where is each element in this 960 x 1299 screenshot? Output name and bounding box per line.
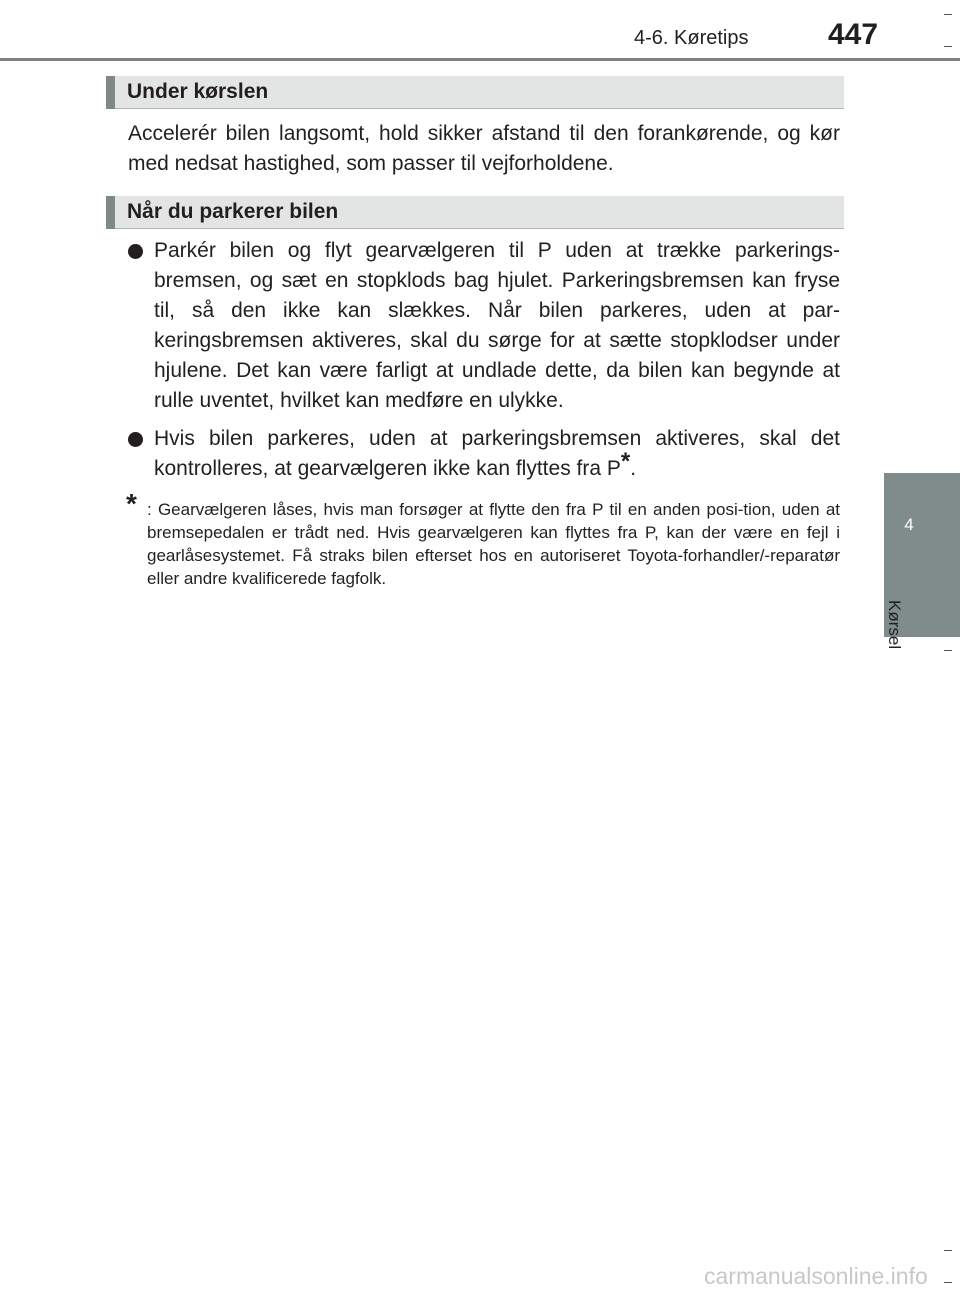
bullet-text	[154, 424, 840, 484]
running-header-section: 4-6. Køretips	[634, 27, 749, 49]
footnote-marker: *	[126, 488, 137, 519]
section-heading-text: Når du parkerer bilen	[127, 200, 339, 223]
header-rule	[0, 58, 960, 61]
bullet-dot-icon	[128, 244, 143, 259]
section-heading	[106, 196, 844, 229]
bullet-text-end: .	[630, 457, 637, 480]
chapter-name: Kørsel	[885, 600, 904, 650]
watermark: carmanualsonline.info	[704, 1263, 928, 1289]
chapter-number: 4	[904, 515, 914, 534]
footnote-reference: *	[620, 448, 631, 475]
body-paragraph: Accelerér bilen langsomt, hold sikker afstand til den forankørende, og kør med nedsat hastighed, som passer til vejforholdene.	[128, 122, 840, 175]
bullet-text: Parkér bilen og flyt gearvælgeren til P uden at trække parkerings-bremsen, og sæt en stopklods bag hjulet. Parkeringsbremsen kan fryse til, så den ikke kan slækkes. Når bilen parkeres, uden at par-keringsbremsen aktiveres, skal du sørge for at sætte stopklodser under hjulene. Det kan være farligt at undlade dette, da bilen kan begynde at rulle uventet, hvilket kan medføre en ulykke.	[154, 239, 840, 412]
bullet-item	[128, 424, 840, 484]
crop-mark	[944, 1250, 952, 1251]
bullet-text-main: Hvis bilen parkeres, uden at parkeringsbremsen aktiveres, skal det kontrolleres, at gearvælgeren ikke kan flyttes fra P	[154, 427, 840, 480]
crop-mark	[944, 650, 952, 651]
footnote-text: : Gearvælgeren låses, hvis man forsøger at flytte den fra P til en anden posi-tion, uden at bremsepedalen er trådt ned. Hvis gearvælgeren kan flyttes fra P, kan der være en fejl i gearlåsesystemet. Få straks bilen efterset hos en autoriseret Toyota-forhandler/-reparatør eller andre kvalificerede fagfolk.	[147, 500, 840, 588]
crop-mark	[944, 46, 952, 47]
bullet-dot-icon	[128, 432, 143, 447]
section-heading	[106, 76, 844, 109]
crop-mark	[944, 14, 952, 15]
page-number: 447	[828, 18, 879, 51]
section-heading-text: Under kørslen	[127, 80, 269, 103]
footnote	[126, 488, 840, 590]
bullet-item	[128, 236, 840, 416]
crop-mark	[944, 1282, 952, 1283]
